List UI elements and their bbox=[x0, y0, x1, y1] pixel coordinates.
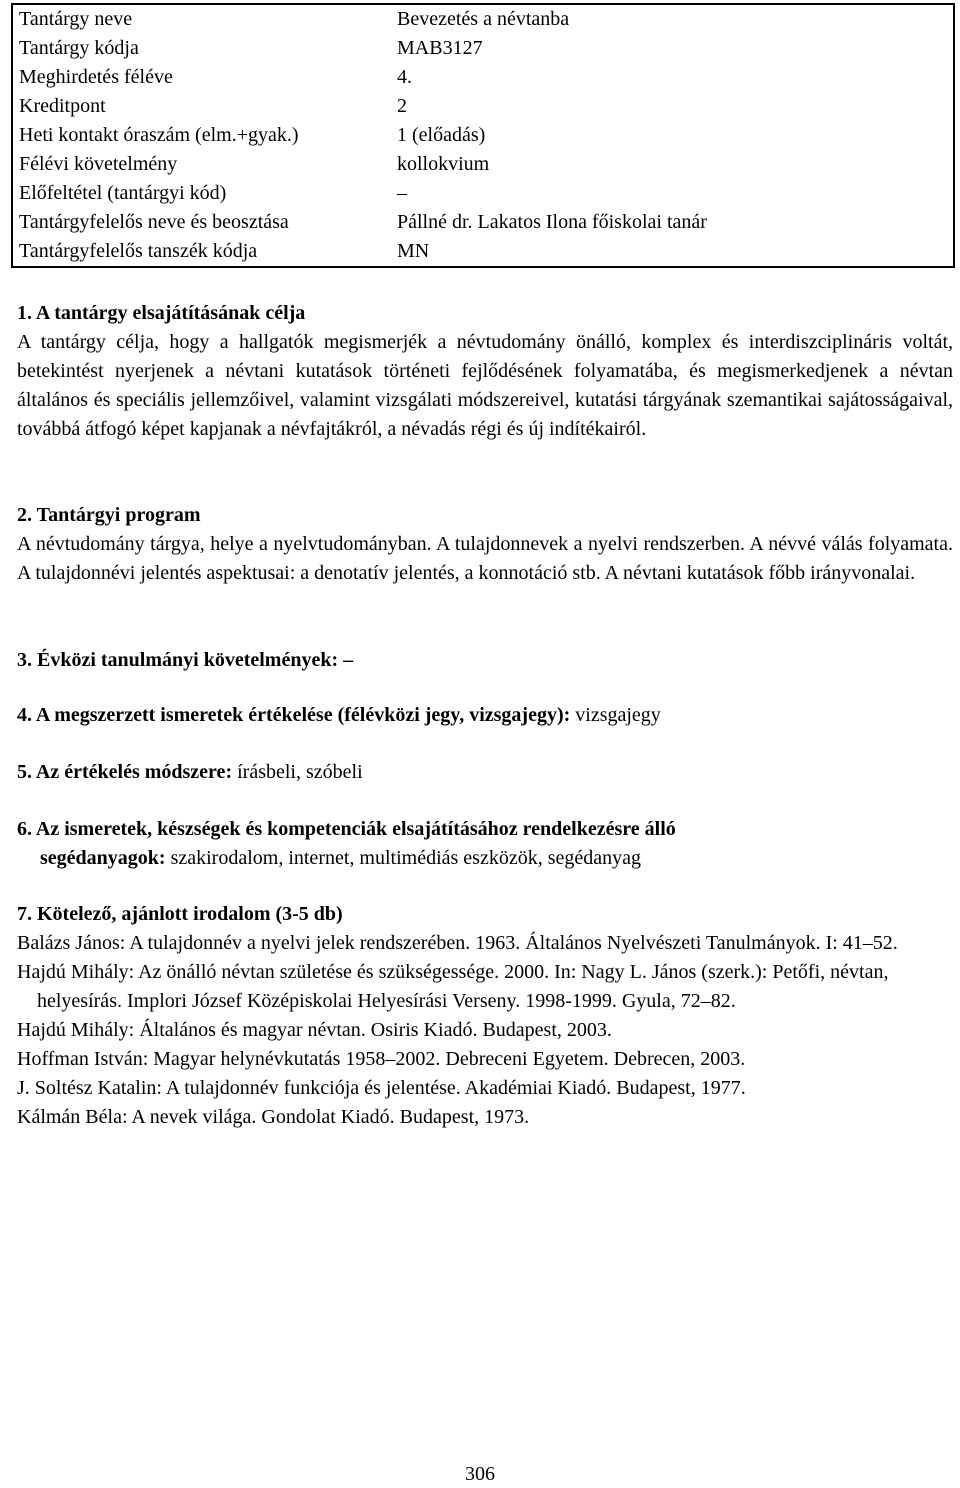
section-heading: 7. Kötelező, ajánlott irodalom (3-5 db) bbox=[17, 903, 343, 925]
info-label: Tantárgyfelelős tanszék kódja bbox=[19, 240, 258, 262]
section-aim bbox=[17, 299, 953, 444]
section-evaluation bbox=[17, 701, 953, 730]
info-label: Félévi követelmény bbox=[19, 153, 178, 175]
section-heading: 6. Az ismeretek, készségek és kompetenciák elsajátításához rendelkezésre álló bbox=[17, 818, 676, 840]
info-row bbox=[12, 150, 954, 179]
info-label: Tantárgy kódja bbox=[19, 37, 139, 59]
section-value: szakirodalom, internet, multimédiás eszközök, segédanyag bbox=[165, 847, 641, 869]
info-value: Bevezetés a névtanba bbox=[397, 8, 570, 30]
section-line bbox=[17, 758, 953, 787]
section-literature bbox=[17, 900, 953, 1132]
info-value: Pállné dr. Lakatos Ilona főiskolai tanár bbox=[397, 211, 707, 233]
info-row bbox=[12, 4, 954, 34]
course-info-rows bbox=[12, 4, 954, 267]
bibliography-item: J. Soltész Katalin: A tulajdonnév funkciója és jelentése. Akadémiai Kiadó. Budapest, 1977. bbox=[17, 1077, 746, 1099]
info-value: 1 (előadás) bbox=[397, 124, 486, 146]
bibliography-item: Hajdú Mihály: Általános és magyar névtan. Osiris Kiadó. Budapest, 2003. bbox=[17, 1019, 612, 1041]
section-requirements bbox=[17, 646, 953, 675]
bibliography-item: Hajdú Mihály: Az önálló névtan születése és szükségessége. 2000. In: Nagy L. János (szerk.): Petőfi, névtan, helyesírás. Implori József Középiskolai Helyesírási Verseny. 1998-1999. Gyula, 72–82. bbox=[17, 961, 889, 1012]
section-materials bbox=[17, 815, 953, 873]
bibliography-item: Hoffman István: Magyar helynévkutatás 1958–2002. Debreceni Egyetem. Debrecen, 2003. bbox=[17, 1048, 746, 1070]
info-value: kollokvium bbox=[397, 153, 490, 175]
info-value: MN bbox=[397, 240, 430, 262]
section-heading: 2. Tantárgyi program bbox=[17, 504, 201, 526]
section-heading: 1. A tantárgy elsajátításának célja bbox=[17, 302, 306, 324]
section-value: írásbeli, szóbeli bbox=[232, 761, 363, 783]
bibliography-item: Balázs János: A tulajdonnév a nyelvi jelek rendszerében. 1963. Általános Nyelvészeti Tanulmányok. I: 41–52. bbox=[17, 932, 898, 954]
section-label: segédanyagok: bbox=[40, 847, 166, 869]
info-label: Tantárgyfelelős neve és beosztása bbox=[19, 211, 289, 233]
info-row bbox=[12, 121, 954, 150]
info-label: Heti kontakt óraszám (elm.+gyak.) bbox=[19, 124, 299, 146]
info-row bbox=[12, 179, 954, 208]
info-value: 2 bbox=[397, 95, 407, 117]
section-text: A tantárgy célja, hogy a hallgatók megismerjék a névtudomány önálló, komplex és interdiszciplináris voltát, betekintést nyerjenek a névtani kutatások történeti fejlődésének folyamatába, és megismerkedjenek a névtan általános és speciális jellemzőivel, valamint vizsgálati módszereivel, kutatási tárgyának szemantikai sajátosságaival, továbbá átfogó képet kapjanak a névfajtákról, a névadás régi és új indítékairól. bbox=[17, 331, 953, 440]
section-value: vizsgajegy bbox=[570, 704, 661, 726]
info-row bbox=[12, 92, 954, 121]
section-line bbox=[17, 844, 953, 873]
info-label: Tantárgy neve bbox=[19, 8, 133, 30]
bibliography-item: Kálmán Béla: A nevek világa. Gondolat Kiadó. Budapest, 1973. bbox=[17, 1106, 530, 1128]
section-program bbox=[17, 501, 953, 588]
info-row bbox=[12, 237, 954, 267]
info-value: 4. bbox=[397, 66, 412, 88]
info-row bbox=[12, 34, 954, 63]
section-label: 4. A megszerzett ismeretek értékelése (félévközi jegy, vizsgajegy): bbox=[17, 704, 571, 726]
info-value: MAB3127 bbox=[397, 37, 483, 59]
info-label: Meghirdetés féléve bbox=[19, 66, 173, 88]
section-line bbox=[17, 701, 953, 730]
info-row bbox=[12, 63, 954, 92]
info-label: Kreditpont bbox=[19, 95, 106, 117]
course-info-table bbox=[11, 3, 955, 268]
page-number: 306 bbox=[465, 1463, 495, 1485]
section-label: 5. Az értékelés módszere: bbox=[17, 761, 233, 783]
section-text: A névtudomány tárgya, helye a nyelvtudományban. A tulajdonnevek a nyelvi rendszerben. A névvé válás folyamata. A tulajdonnévi jelentés aspektusai: a denotatív jelentés, a konnotáció stb. A névtani kutatások főbb irányvonalai. bbox=[17, 533, 953, 584]
section-heading: 3. Évközi tanulmányi követelmények: – bbox=[17, 649, 354, 671]
info-label: Előfeltétel (tantárgyi kód) bbox=[19, 182, 227, 204]
section-method bbox=[17, 758, 953, 787]
info-row bbox=[12, 208, 954, 237]
info-value: – bbox=[397, 182, 407, 204]
